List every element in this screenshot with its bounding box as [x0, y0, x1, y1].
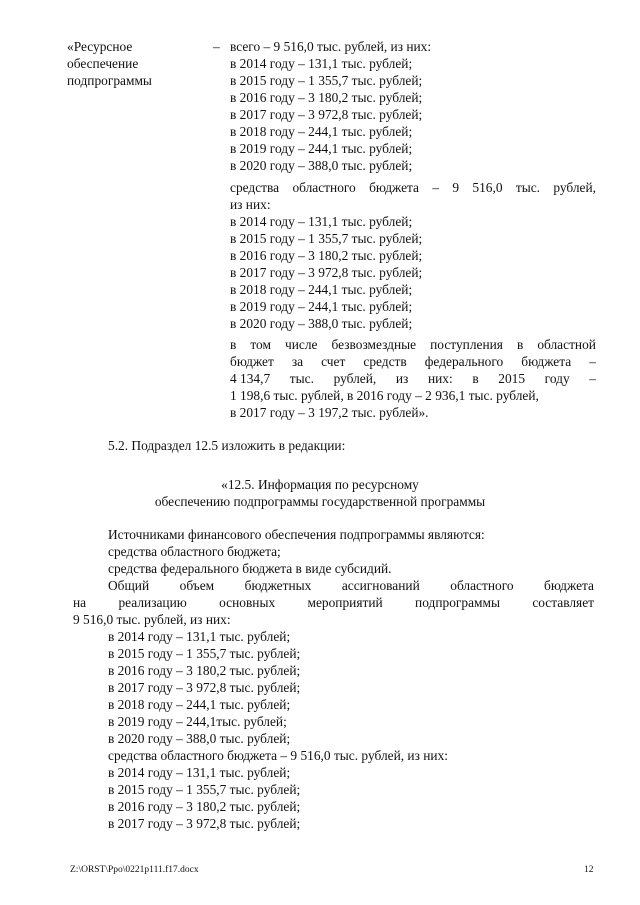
text-segment: –	[432, 180, 440, 195]
body-line: в 2020 году – 388,0 тыс. рублей;	[108, 731, 291, 746]
text-segment: 9	[452, 180, 460, 195]
text-segment: бюджета	[521, 354, 572, 369]
text-segment: реализацию	[118, 595, 187, 610]
text-segment: 516,0	[472, 180, 503, 195]
text-segment: бюджета	[544, 578, 594, 593]
text-segment: 4 134,7	[230, 371, 271, 386]
text-segment: объем	[179, 578, 215, 593]
text-segment: в	[230, 337, 237, 352]
text-segment: за	[291, 354, 304, 369]
passport-line: всего – 9 516,0 тыс. рублей, из них:	[230, 39, 432, 54]
passport-line: в 2017 году – 3 197,2 тыс. рублей».	[230, 405, 429, 420]
text-segment: безвозмездные	[331, 337, 417, 352]
body-line: в 2014 году – 131,1 тыс. рублей;	[108, 629, 291, 644]
text-segment: областного	[292, 180, 356, 195]
text-segment: рублей,	[553, 180, 596, 195]
passport-justified-line	[230, 353, 596, 370]
text-segment: них:	[427, 371, 453, 386]
passport-label-line: подпрограммы	[67, 73, 152, 88]
passport-line: в 2020 году – 388,0 тыс. рублей;	[230, 158, 413, 173]
text-segment: из	[395, 371, 409, 386]
page-number: 12	[584, 865, 594, 875]
text-segment: поступления	[430, 337, 503, 352]
body-line: в 2016 году – 3 180,2 тыс. рублей;	[108, 799, 301, 814]
passport-line: в 2014 году – 131,1 тыс. рублей;	[230, 214, 413, 229]
passport-line: в 2018 году – 244,1 тыс. рублей;	[230, 124, 413, 139]
text-segment: счет	[321, 354, 346, 369]
body-line: средства областного бюджета;	[108, 544, 281, 559]
body-line: Источниками финансового обеспечения подпрограммы являются:	[108, 527, 485, 542]
body-line: в 2015 году – 1 355,7 тыс. рублей;	[108, 646, 301, 661]
body-line: в 2017 году – 3 972,8 тыс. рублей;	[108, 816, 301, 831]
body-line: средства федерального бюджета в виде субсидий.	[108, 561, 392, 576]
text-segment: –	[589, 354, 596, 369]
passport-line: в 2017 году – 3 972,8 тыс. рублей;	[230, 107, 423, 122]
passport-line: в 2019 году – 244,1 тыс. рублей;	[230, 299, 413, 314]
footer-file-path: Z:\ORST\Ppo\0221p111.f17.docx	[70, 865, 199, 875]
text-segment: тыс.	[515, 180, 541, 195]
text-segment: том	[250, 337, 271, 352]
text-segment: бюджет	[230, 354, 274, 369]
text-segment: федерального	[424, 354, 504, 369]
text-segment: основных	[219, 595, 276, 610]
body-line: 9 516,0 тыс. рублей, из них:	[73, 612, 231, 627]
body-line: в 2019 году – 244,1тыс. рублей;	[108, 714, 287, 729]
passport-line: 1 198,6 тыс. рублей, в 2016 году – 2 936,1 тыс. рублей,	[230, 388, 539, 403]
passport-line: в 2015 году – 1 355,7 тыс. рублей;	[230, 73, 423, 88]
body-line: в 2017 году – 3 972,8 тыс. рублей;	[108, 680, 301, 695]
text-segment: тыс.	[289, 371, 314, 386]
text-segment: ассигнований	[341, 578, 420, 593]
passport-line: в 2014 году – 131,1 тыс. рублей;	[230, 56, 413, 71]
passport-justified-line	[230, 370, 596, 387]
item-5-2: 5.2. Подраздел 12.5 изложить в редакции:	[108, 438, 346, 453]
passport-line: в 2017 году – 3 972,8 тыс. рублей;	[230, 265, 423, 280]
text-segment: –	[589, 371, 596, 386]
passport-line: в 2019 году – 244,1 тыс. рублей;	[230, 141, 413, 156]
body-line: в 2014 году – 131,1 тыс. рублей;	[108, 765, 291, 780]
text-segment: году	[544, 371, 570, 386]
passport-line: в 2020 году – 388,0 тыс. рублей;	[230, 316, 413, 331]
text-segment: в	[472, 371, 479, 386]
body-line: в 2015 году – 1 355,7 тыс. рублей;	[108, 782, 301, 797]
passport-dash: –	[213, 39, 220, 54]
body-line: в 2016 году – 3 180,2 тыс. рублей;	[108, 663, 301, 678]
passport-justified-line	[230, 336, 596, 353]
text-segment: областного	[450, 578, 514, 593]
passport-label-line: обеспечение	[67, 56, 139, 71]
text-segment: Общий	[108, 578, 150, 593]
passport-line: в 2018 году – 244,1 тыс. рублей;	[230, 282, 413, 297]
text-segment: числе	[284, 337, 318, 352]
body-line: в 2018 году – 244,1 тыс. рублей;	[108, 697, 291, 712]
text-segment: бюджетных	[244, 578, 312, 593]
text-segment: составляет	[532, 595, 594, 610]
body-justified-line	[73, 594, 594, 611]
passport-line: из них:	[230, 197, 271, 212]
text-segment: средств	[363, 354, 407, 369]
text-segment: рублей,	[333, 371, 377, 386]
text-segment: подпрограммы	[415, 595, 500, 610]
body-justified-line	[108, 577, 594, 594]
text-segment: мероприятий	[307, 595, 383, 610]
text-segment: в	[516, 337, 524, 352]
text-segment: областной	[537, 337, 596, 352]
passport-line: в 2015 году – 1 355,7 тыс. рублей;	[230, 231, 423, 246]
passport-line: в 2016 году – 3 180,2 тыс. рублей;	[230, 248, 423, 263]
text-segment: бюджета	[369, 180, 420, 195]
passport-justified-line	[230, 179, 596, 196]
text-segment: 2015	[498, 371, 526, 386]
section-heading-line: «12.5. Информация по ресурсному	[221, 477, 419, 492]
passport-line: в 2016 году – 3 180,2 тыс. рублей;	[230, 90, 423, 105]
text-segment: средства	[230, 180, 280, 195]
text-segment: на	[73, 595, 87, 610]
body-line: средства областного бюджета – 9 516,0 тыс. рублей, из них:	[108, 748, 448, 763]
passport-label-line: «Ресурсное	[67, 39, 133, 54]
section-heading-line: обеспечению подпрограммы государственной программы	[154, 494, 486, 509]
